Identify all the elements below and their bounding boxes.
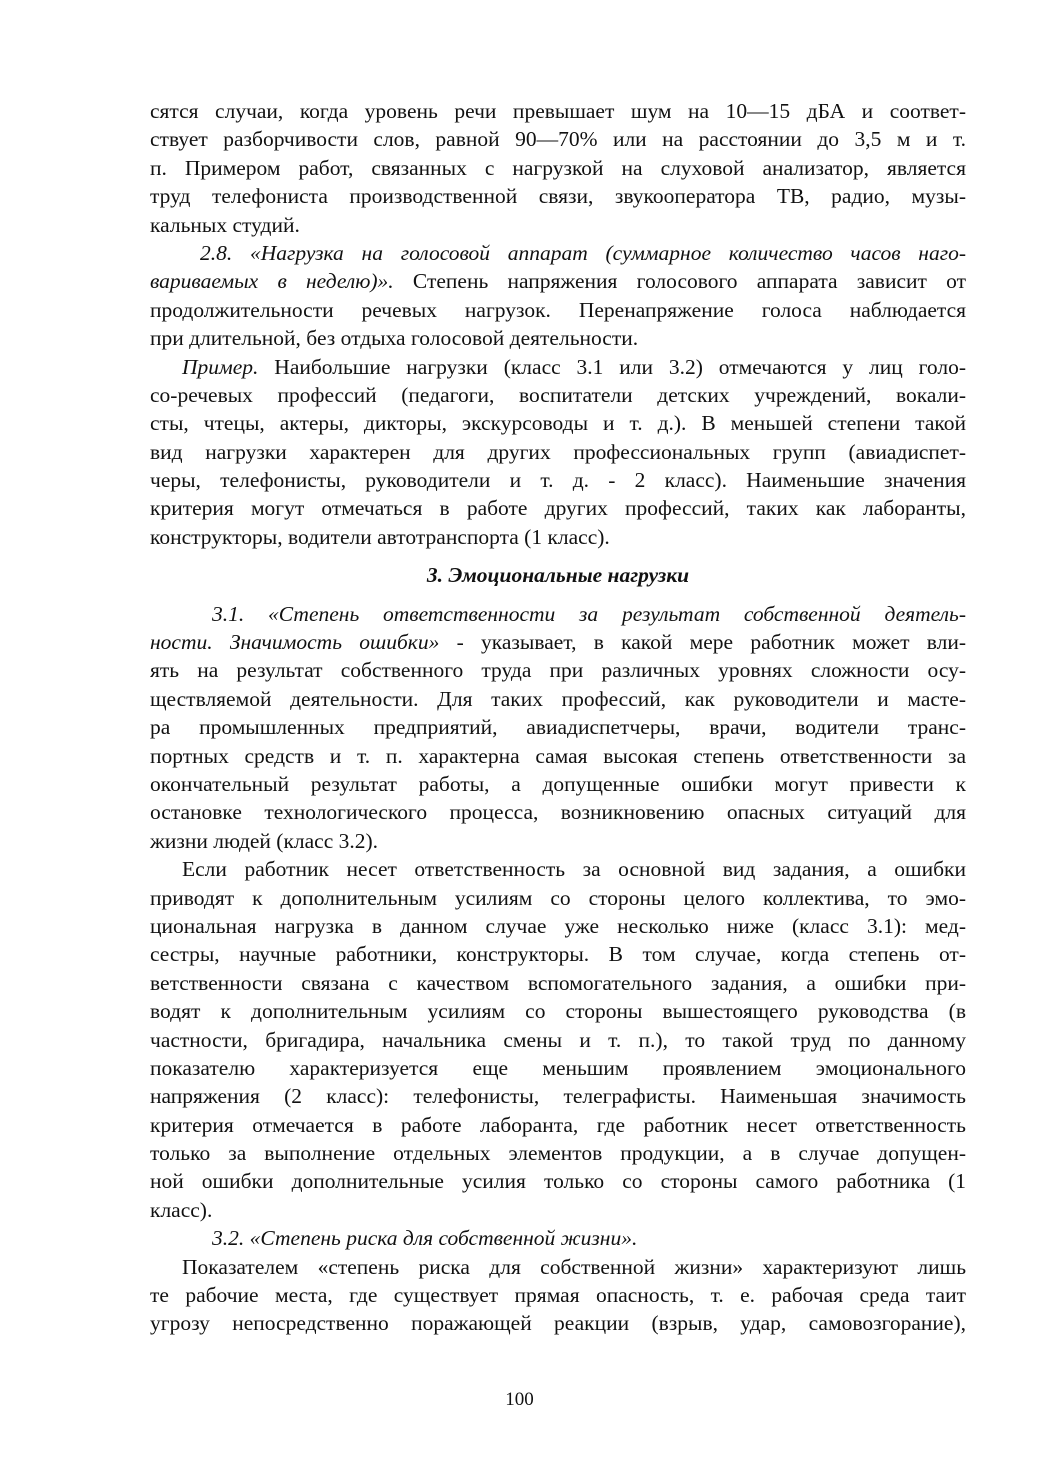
text-line: со-речевых профессий (педагоги, воспитатели детских учреждений, вокали- — [150, 382, 966, 407]
text-line: ветственности связана с качеством вспомогательного задания, а ошибки при- — [150, 970, 966, 995]
text-line: напряжения (2 класс): телефонисты, телеграфисты. Наименьшая значимость — [150, 1084, 966, 1109]
text-line: ять на результат собственного труда при различных уровнях сложности осу- — [150, 658, 966, 683]
text-line — [150, 1224, 966, 1252]
page-body — [150, 97, 966, 1338]
text-line: остановке технологического процесса, возникновению опасных ситуаций для — [150, 800, 966, 825]
text-line: конструкторы, водители автотранспорта (1 класс). — [150, 524, 610, 549]
italic-term: вариваемых в неделю)». — [150, 269, 394, 294]
text-line: циональная нагрузка в данном случае уже несколько ниже (класс 3.1): мед- — [150, 913, 966, 938]
text-line: Показателем «степень риска для собственной жизни» характеризуют лишь — [182, 1254, 966, 1279]
text-line — [150, 353, 966, 381]
text-line: водят к дополнительным усилиям со стороны вышестоящего руководства (в — [150, 999, 966, 1024]
page-number: 100 — [505, 1389, 534, 1410]
text-line — [150, 628, 966, 656]
text-line: сты, чтецы, актеры, дикторы, экскурсоводы и т. д.). В меньшей степени такой — [150, 411, 966, 436]
text-line: портных средств и т. п. характерна самая высокая степень ответственности за — [150, 743, 966, 768]
text-line: только за выполнение отдельных элементов продукции, а в случае допущен- — [150, 1141, 966, 1166]
text-line: кальных студий. — [150, 212, 300, 237]
italic-term: 3.1. «Степень ответственности за результат собственной деятель- — [212, 601, 966, 626]
italic-term: 2.8. «Нагрузка на голосовой аппарат (суммарное количество часов наго- — [200, 240, 966, 265]
section-heading: 3. Эмоциональные нагрузки — [426, 563, 690, 588]
text-line — [150, 239, 966, 267]
text-span: Наибольшие нагрузки (класс 3.1 или 3.2) отмечаются у лиц голо- — [258, 354, 966, 379]
text-line: продолжительности речевых нагрузок. Перенапряжение голоса наблюдается — [150, 297, 966, 322]
text-line: п. Примером работ, связанных с нагрузкой на слуховой анализатор, является — [150, 155, 966, 180]
text-line: окончательный результат работы, а допущенные ошибки могут привести к — [150, 771, 966, 796]
text-line: критерия отмечается в работе лаборанта, где работник несет ответственность — [150, 1112, 966, 1137]
text-line: вид нагрузки характерен для других профессиональных групп (авиадиспет- — [150, 439, 966, 464]
text-line — [150, 600, 966, 628]
italic-term: Пример. — [182, 354, 259, 379]
text-line: жизни людей (класс 3.2). — [150, 828, 379, 853]
text-line: класс). — [150, 1197, 213, 1222]
text-line: ра промышленных предприятий, авиадиспетчеры, врачи, водители транс- — [150, 715, 966, 740]
italic-term: ности. Значимость ошибки» — [150, 630, 440, 655]
text-line: сятся случаи, когда уровень речи превышает шум на 10—15 дБА и соответ- — [150, 99, 966, 123]
text-line: сестры, научные работники, конструкторы. В том случае, когда степень от- — [150, 942, 966, 967]
text-line: угрозу непосредственно поражающей реакции (взрыв, удар, самовозгорание), — [150, 1311, 966, 1336]
text-line: частности, бригадира, начальника смены и т. п.), то такой труд по данному — [150, 1027, 966, 1052]
text-line: приводят к дополнительным усилиям со стороны целого коллектива, то эмо- — [150, 885, 966, 910]
italic-term: 3.2. «Степень риска для собственной жизни». — [212, 1226, 638, 1251]
text-line: ствует разборчивости слов, равной 90—70% или на расстоянии до 3,5 м и т. — [150, 127, 966, 152]
text-line: труд телефониста производственной связи, звукооператора ТВ, радио, музы- — [150, 184, 966, 209]
text-line: Если работник несет ответственность за основной вид задания, а ошибки — [182, 857, 966, 882]
text-line: ной ошибки дополнительные усилия только со стороны самого работника (1 — [150, 1169, 966, 1194]
text-line: те рабочие места, где существует прямая опасность, т. е. рабочая среда таит — [150, 1283, 966, 1308]
text-span: Степень напряжения голосового аппарата зависит от — [393, 269, 966, 294]
text-line: показателю характеризуется еще меньшим проявлением эмоционального — [150, 1055, 966, 1080]
text-line: ществляемой деятельности. Для таких профессий, как руководители и масте- — [150, 686, 966, 711]
text-span: - указывает, в какой мере работник может вли- — [439, 630, 966, 655]
text-line: критерия могут отмечаться в работе других профессий, таких как лаборанты, — [150, 496, 966, 521]
text-line — [150, 267, 966, 295]
text-line: при длительной, без отдыха голосовой деятельности. — [150, 326, 639, 351]
text-line: черы, телефонисты, руководители и т. д. - 2 класс). Наименьшие значения — [150, 468, 966, 493]
